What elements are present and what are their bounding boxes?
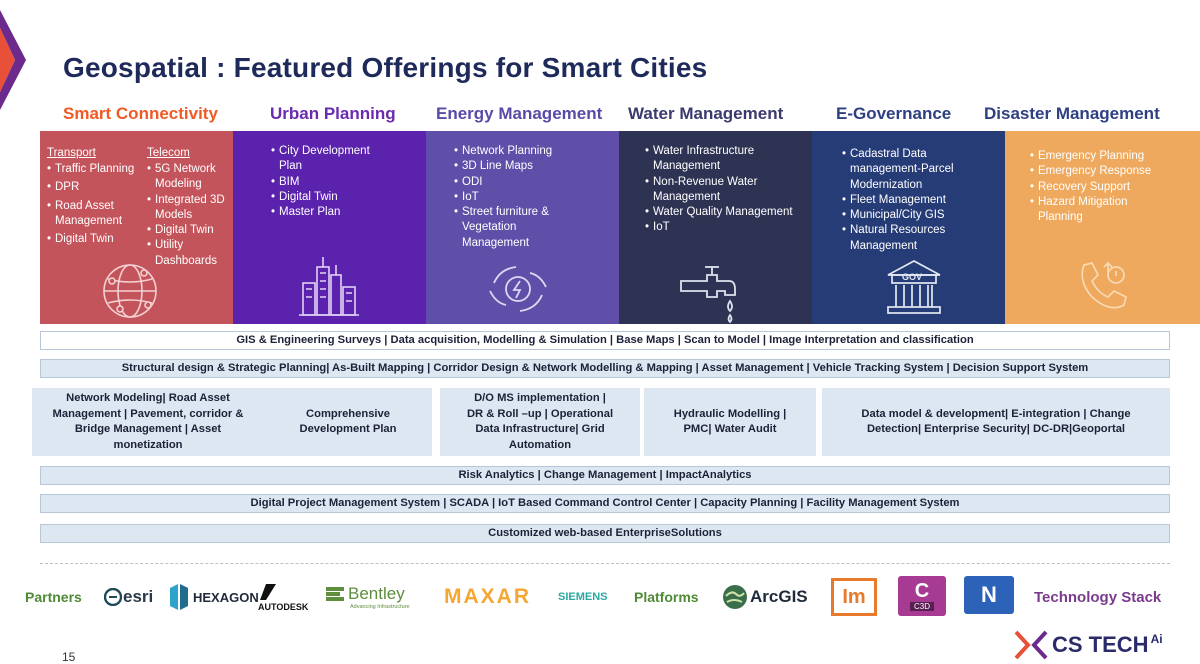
category-disaster-management: Disaster Management <box>984 104 1160 123</box>
list-item: • Street furniture & Vegetation Management <box>454 205 567 251</box>
panel-urban-planning <box>233 131 426 324</box>
list-item: • 3D Line Maps <box>454 159 584 174</box>
c3d-letter: C <box>914 580 930 602</box>
list-item: • Municipal/City GIS <box>842 208 992 223</box>
autodesk-text: AUTODESK <box>258 602 309 612</box>
list-item: • Digital Twin <box>147 223 231 238</box>
list-item: • IoT <box>645 220 795 235</box>
bentley-text: Bentley <box>348 584 405 603</box>
page-title: Geospatial : Featured Offerings for Smart Cities <box>63 52 708 83</box>
list-item: • Traffic Planning <box>47 162 147 177</box>
cstech-text: CS TECH <box>1052 632 1149 657</box>
technology-stack-label: Technology Stack <box>1034 588 1162 606</box>
list-item: • Natural Resources Management <box>842 223 970 254</box>
arcgis-text: ArcGIS <box>750 587 808 606</box>
arcgis-logo <box>722 580 808 614</box>
category-smart-connectivity: Smart Connectivity <box>63 104 218 123</box>
bar-risk: Risk Analytics | Change Management | ImpactAnalytics <box>40 466 1170 485</box>
list-item: • Hazard Mitigation Planning <box>1030 195 1158 226</box>
energy-hands-icon <box>486 257 550 321</box>
list-item: • Master Plan <box>271 205 391 220</box>
cstech-ai: Ai <box>1150 632 1163 646</box>
water-tap-icon <box>677 261 741 324</box>
list-item: • Fleet Management <box>842 193 992 208</box>
cell-network-modeling: Network Modeling| Road Asset Management | Pavement, corridor & Bridge Management | Asset monetization <box>32 388 264 456</box>
category-energy-management: Energy Management <box>436 104 603 123</box>
siemens-logo: SIEMENS <box>558 591 608 603</box>
n-letter: N <box>981 582 997 607</box>
bentley-logo <box>326 580 410 614</box>
gov-icon-label: GOV <box>902 272 923 282</box>
list-item: • Emergency Response <box>1030 164 1180 179</box>
corner-chevron-logo <box>0 0 40 120</box>
hexagon-text: HEXAGON <box>193 589 259 605</box>
partners-label: Partners <box>25 589 82 605</box>
city-buildings-icon <box>297 253 361 317</box>
list-item: • 5G Network Modeling <box>147 162 227 193</box>
panel-e-governance <box>812 131 1005 324</box>
cell-comprehensive-plan: Comprehensive Development Plan <box>264 388 432 456</box>
list-item: • Utility Dashboards <box>147 238 227 269</box>
list-item: • Digital Twin <box>271 190 391 205</box>
list-item: • BIM <box>271 175 391 190</box>
panel-disaster-management <box>1005 131 1200 324</box>
list-item: • Water Infrastructure Management <box>645 144 795 175</box>
cell-dms: D/O MS implementation | DR & Roll –up | Operational Data Infrastructure| Grid Automation <box>440 388 640 456</box>
category-urban-planning: Urban Planning <box>270 104 396 123</box>
category-e-governance: E-Governance <box>836 104 952 123</box>
list-item: • Digital Twin <box>47 232 147 247</box>
civil3d-icon <box>898 576 946 616</box>
bar-custom: Customized web-based EnterpriseSolutions <box>40 524 1170 543</box>
emergency-phone-icon <box>1070 255 1134 319</box>
list-item: • Cadastral Data management-Parcel Modernization <box>842 147 975 193</box>
list-item: • Non-Revenue Water Management <box>645 175 795 206</box>
category-water-management: Water Management <box>628 104 784 123</box>
bentley-tagline: Advancing Infrastructure <box>350 604 410 610</box>
divider <box>40 563 1170 564</box>
list-item: • Integrated 3D Models <box>147 193 231 224</box>
list-item: • Network Planning <box>454 144 584 159</box>
globe-network-icon <box>98 259 162 323</box>
list-item: • City Development Plan <box>271 144 391 175</box>
list-item: • Road Asset Management <box>47 199 135 230</box>
cell-hydraulic: Hydraulic Modelling | PMC| Water Audit <box>644 388 816 456</box>
list-item: • ODI <box>454 175 584 190</box>
panel-water-management <box>619 131 812 324</box>
bar-design: Structural design & Strategic Planning| As-Built Mapping | Corridor Design & Network Modelling & Mapping | Asset Management | Vehicle Tracking System | Decision Support System <box>40 359 1170 378</box>
cstech-logo <box>1014 630 1163 660</box>
esri-logo <box>104 580 153 614</box>
cell-data-model: Data model & development| E-integration | Change Detection| Enterprise Security| DC-DR|Geoportal <box>822 388 1170 456</box>
infraworks-icon <box>831 578 877 616</box>
government-building-icon <box>882 255 946 319</box>
list-item: • Emergency Planning <box>1030 149 1180 164</box>
im-text: Im <box>842 585 866 608</box>
bar-digital: Digital Project Management System | SCADA | IoT Based Command Control Center | Capacity Planning | Facility Management System <box>40 494 1170 513</box>
bar-surveys: GIS & Engineering Surveys | Data acquisition, Modelling & Simulation | Base Maps | Scan to Model | Image Interpretation and classification <box>40 331 1170 350</box>
panel-energy-management <box>426 131 619 324</box>
autodesk-logo <box>258 580 308 614</box>
platforms-label: Platforms <box>634 589 699 605</box>
transport-heading: Transport <box>47 147 96 159</box>
list-item: • Recovery Support <box>1030 180 1180 195</box>
telecom-heading: Telecom <box>147 147 190 159</box>
page-number: 15 <box>62 650 76 664</box>
esri-text: esri <box>123 587 154 606</box>
hexagon-logo <box>168 580 259 614</box>
list-item: • DPR <box>47 180 147 195</box>
list-item: • IoT <box>454 190 584 205</box>
panel-smart-connectivity <box>40 131 233 324</box>
navisworks-icon <box>964 576 1014 614</box>
list-item: • Water Quality Management <box>645 205 795 220</box>
c3d-tag: C3D <box>910 602 934 611</box>
maxar-logo: MAXAR <box>444 585 531 608</box>
